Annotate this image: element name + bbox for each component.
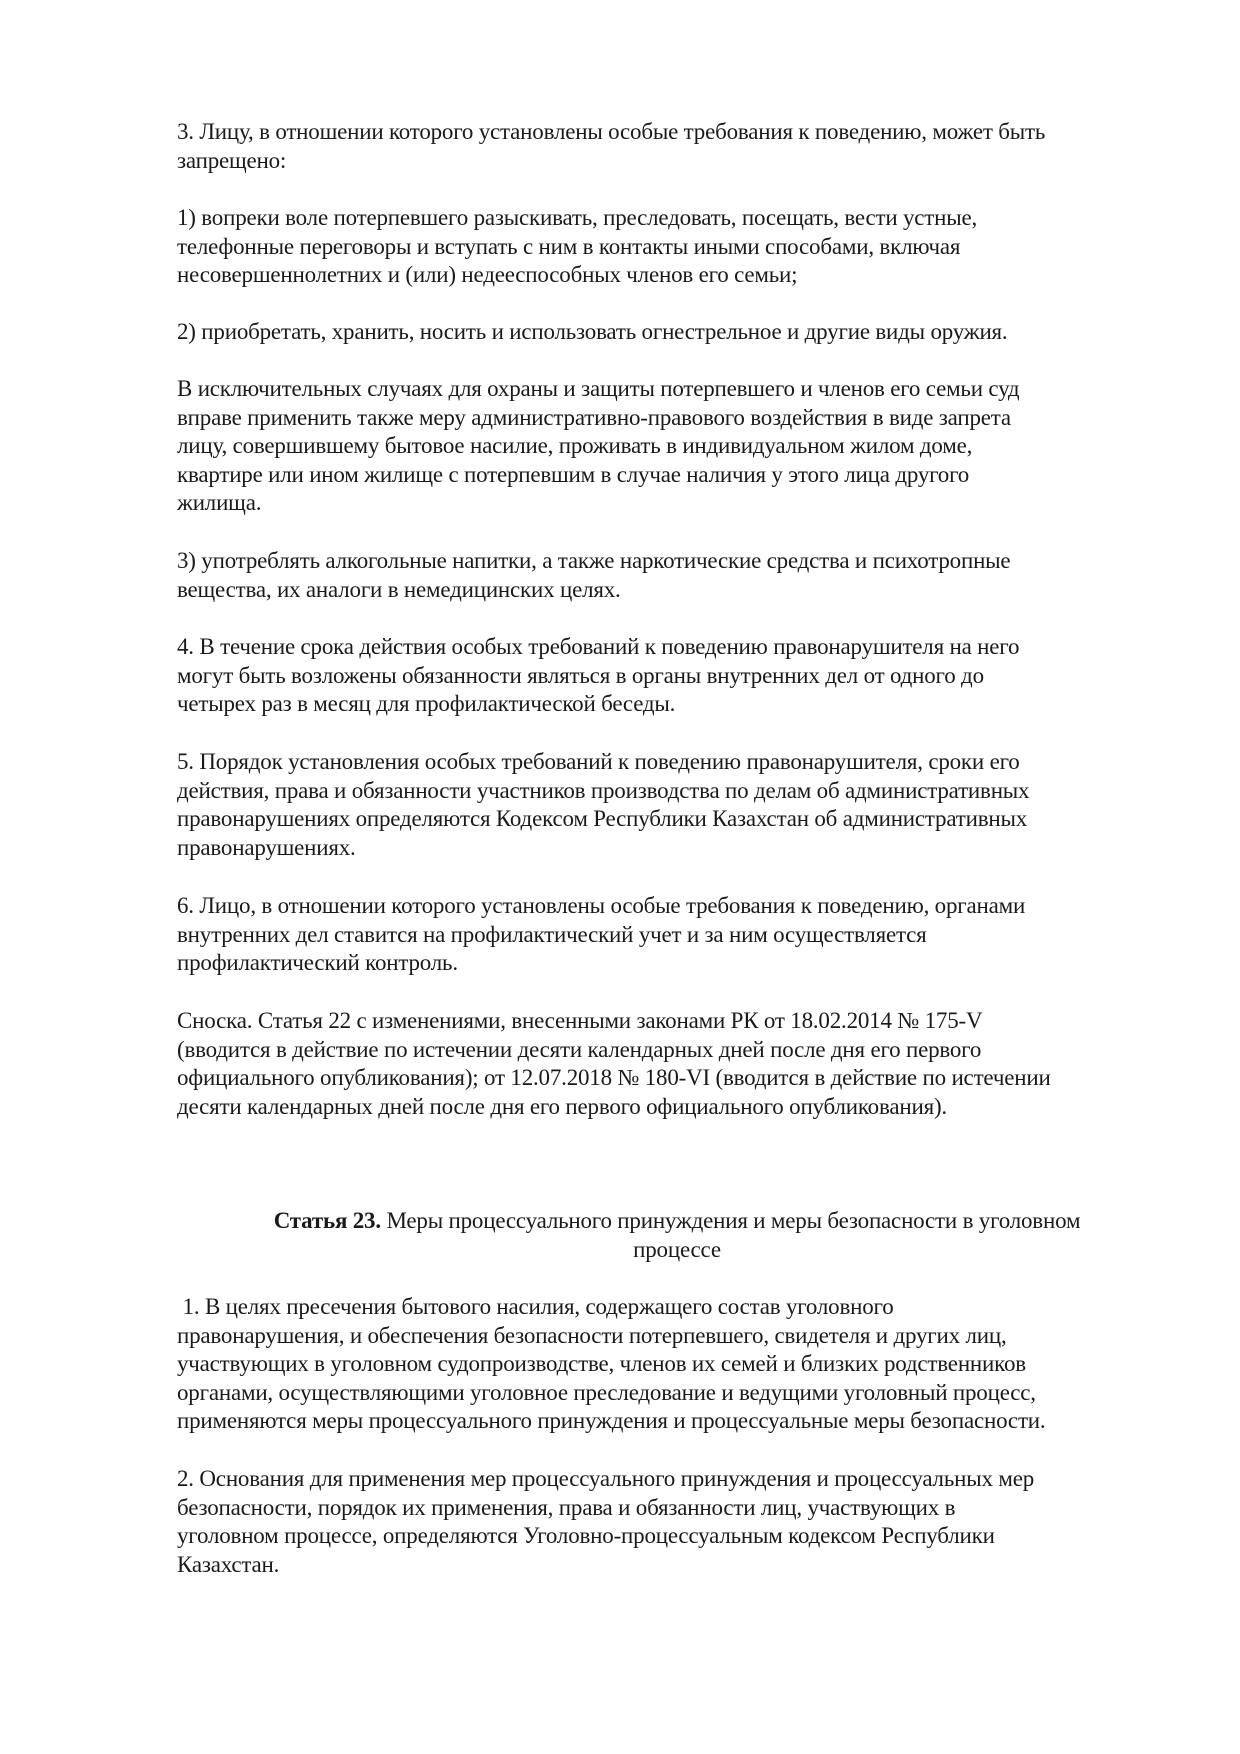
text-line: вещества, их аналоги в немедицинских целях.: [177, 576, 621, 602]
paragraph-item-3: [177, 118, 1177, 175]
heading-line: [177, 1207, 1177, 1236]
text-line: (вводится в действие по истечении десяти календарных дней после дня его первого: [177, 1036, 982, 1062]
text-line: 3) употреблять алкогольные напитки, а также наркотические средства и психотропные: [177, 548, 1011, 573]
text-line: Сноска. Статья 22 с изменениями, внесенными законами РК от 18.02.2014 № 175-V: [177, 1008, 983, 1033]
text-line: жилища.: [177, 490, 262, 516]
paragraph-subitem-1: [177, 204, 1177, 290]
text-line: 4. В течение срока действия особых требований к поведению правонарушителя на него: [177, 634, 1020, 659]
text-line: несовершеннолетних и (или) недееспособных членов его семьи;: [177, 262, 798, 288]
text-line: внутренних дел ставится на профилактический учет и за ним осуществляется: [177, 921, 927, 947]
paragraph-item-5: [177, 748, 1177, 862]
text-line: безопасности, порядок их применения, права и обязанности лиц, участвующих в: [177, 1494, 956, 1520]
text-line: квартире или ином жилище с потерпевшим в случае наличия у этого лица другого: [177, 461, 970, 487]
text-line: 3. Лицу, в отношении которого установлены особые требования к поведению, может быть: [177, 119, 1046, 144]
text-line: десяти календарных дней после дня его первого официального опубликования).: [177, 1093, 947, 1119]
text-line: уголовном процессе, определяются Уголовно-процессуальным кодексом Республики: [177, 1523, 995, 1549]
text-line: действия, права и обязанности участников производства по делам об административных: [177, 777, 1030, 803]
text-line: 2) приобретать, хранить, носить и использовать огнестрельное и другие виды оружия.: [177, 319, 1008, 344]
footnote: [177, 1007, 1177, 1121]
paragraph-subitem-2: [177, 318, 1177, 347]
text-line: вправе применить также меру административно-правового воздействия в виде запрета: [177, 404, 1011, 430]
text-line: В исключительных случаях для охраны и защиты потерпевшего и членов его семьи суд: [177, 376, 1020, 401]
paragraph-exception: [177, 375, 1177, 518]
text-line: могут быть возложены обязанности являться в органы внутренних дел от одного до: [177, 662, 984, 688]
text-line: органами, осуществляющими уголовное преследование и ведущими уголовный процесс,: [177, 1379, 1036, 1405]
text-line: 2. Основания для применения мер процессуального принуждения и процессуальных мер: [177, 1466, 1035, 1491]
text-line: профилактический контроль.: [177, 950, 458, 976]
text-line: 1) вопреки воле потерпевшего разыскивать, преследовать, посещать, вести устные,: [177, 205, 978, 230]
article-23-label: Статья 23.: [273, 1208, 381, 1233]
text-line: правонарушениях определяются Кодексом Республики Казахстан об административных: [177, 806, 1028, 832]
text-line: официального опубликования); от 12.07.2018 № 180-VI (вводится в действие по истечении: [177, 1065, 1051, 1091]
article-23-item-2: [177, 1465, 1177, 1579]
text-line: лицу, совершившему бытовое насилие, проживать в индивидуальном жилом доме,: [177, 433, 973, 459]
article-23-heading: [177, 1207, 1177, 1264]
text-line: телефонные переговоры и вступать с ним в контакты иными способами, включая: [177, 233, 961, 259]
paragraph-subitem-3: [177, 547, 1177, 604]
heading-line: процессе: [633, 1236, 721, 1262]
text-line: правонарушения, и обеспечения безопасности потерпевшего, свидетеля и других лиц,: [177, 1322, 1007, 1348]
text-line: запрещено:: [177, 147, 287, 173]
text-line: участвующих в уголовном судопроизводстве, членов их семей и близких родственников: [177, 1351, 1026, 1377]
paragraph-item-6: [177, 892, 1177, 978]
text-line: четырех раз в месяц для профилактической беседы.: [177, 691, 676, 717]
article-23-item-1: [177, 1293, 1177, 1436]
paragraph-item-4: [177, 633, 1177, 719]
text-line: Казахстан.: [177, 1551, 280, 1577]
text-line: 1. В целях пресечения бытового насилия, содержащего состав уголовного: [177, 1294, 894, 1319]
text-line: применяются меры процессуального принуждения и процессуальные меры безопасности.: [177, 1408, 1046, 1434]
text-line: 5. Порядок установления особых требований к поведению правонарушителя, сроки его: [177, 749, 1020, 774]
text-line: правонарушениях.: [177, 834, 356, 860]
article-23-title: Меры процессуального принуждения и меры безопасности в уголовном: [380, 1208, 1081, 1233]
text-line: 6. Лицо, в отношении которого установлены особые требования к поведению, органами: [177, 893, 1026, 918]
